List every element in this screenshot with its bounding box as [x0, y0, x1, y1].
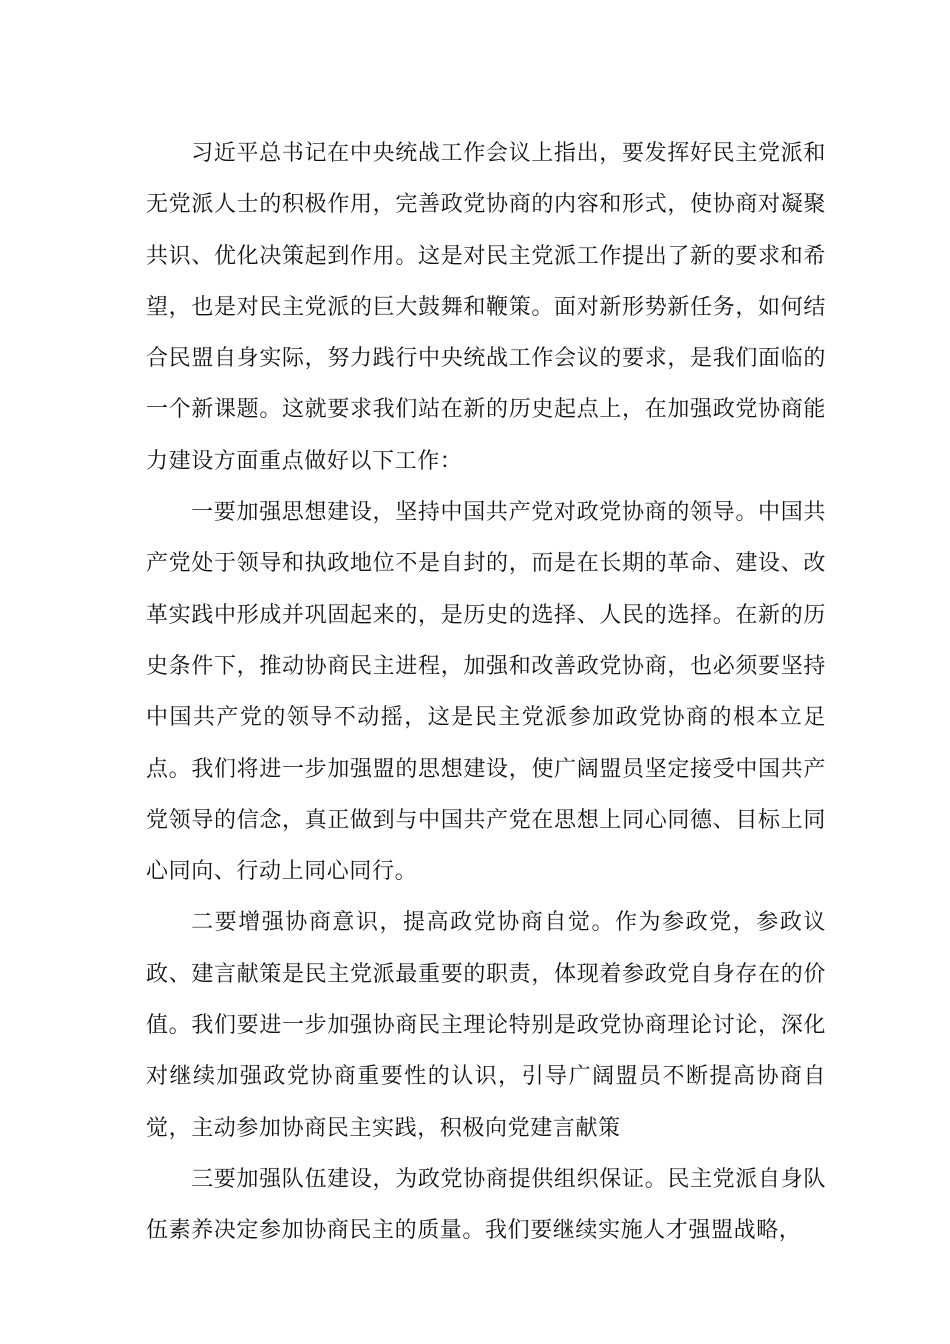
document-body: [146, 128, 826, 1257]
paragraph-point-two: 二要增强协商意识，提高政党协商自觉。作为参政党，参政议政、建言献策是民主党派最重要的职责，体现着参政党自身存在的价值。我们要进一步加强协商民主理论特别是政党协商理论讨论，深化对继续加强政党协商重要性的认识，引导广阔盟员不断提高协商自觉，主动参加协商民主实践，积极向党建言献策: [146, 910, 826, 1141]
paragraph-point-three: 三要加强队伍建设，为政党协商提供组织保证。民主党派自身队伍素养决定参加协商民主的质量。我们要继续实施人才强盟战略，: [146, 1166, 826, 1244]
paragraph-point-one: 一要加强思想建设，坚持中国共产党对政党协商的领导。中国共产党处于领导和执政地位不是自封的，而是在长期的革命、建设、改革实践中形成并巩固起来的，是历史的选择、人民的选择。在新的历史条件下，推动协商民主进程，加强和改善政党协商，也必须要坚持中国共产党的领导不动摇，这是民主党派参加政党协商的根本立足点。我们将进一步加强盟的思想建设，使广阔盟员坚定接受中国共产党领导的信念，真正做到与中国共产党在思想上同心同德、目标上同心同向、行动上同心同行。: [146, 500, 826, 885]
paragraph-intro: 习近平总书记在中央统战工作会议上指出，要发挥好民主党派和无党派人士的积极作用，完善政党协商的内容和形式，使协商对凝聚共识、优化决策起到作用。这是对民主党派工作提出了新的要求和希望，也是对民主党派的巨大鼓舞和鞭策。面对新形势新任务，如何结合民盟自身实际，努力践行中央统战工作会议的要求，是我们面临的一个新课题。这就要求我们站在新的历史起点上，在加强政党协商能力建设方面重点做好以下工作：: [146, 141, 826, 474]
